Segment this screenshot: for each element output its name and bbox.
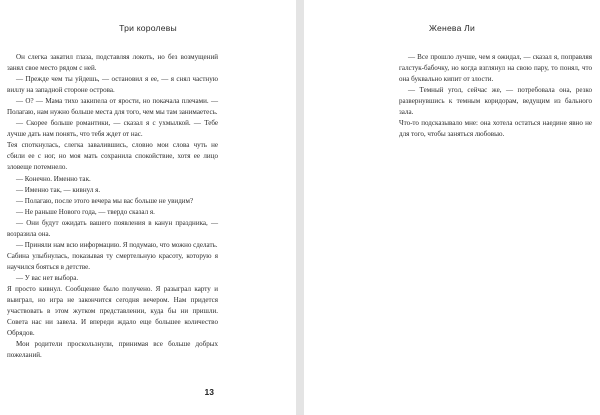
paragraph: — Скорее больше романтики, — сказал я с ухмылкой. — Тебе лучше дать нам понять, что тебя ждет от нас. (7, 119, 218, 139)
paragraph: — О? — Мама тихо закипела от ярости, но покачала плечами. — Полагаю, нам нужно больше места для того, чем мы там занимаетесь. (7, 97, 218, 117)
paragraph: — Приняли нам всю информацию. Я подумаю, что можно сделать. (16, 240, 218, 249)
paragraph: — У вас нет выбора. (16, 273, 79, 282)
paragraph: Что-то подсказывало мне: она хотела остаться наедине явно не для того, чтобы заняться любовью. (399, 119, 592, 139)
paragraph: — Полагаю, после этого вечера мы вас больше не увидим? (16, 196, 194, 205)
paragraph: — Конечно. Именно так. (16, 174, 91, 183)
paragraph: — Именно так, — кивнул я. (16, 185, 101, 194)
paragraph: — Они будут ожидать вашего появления в канун праздника, — возразила она. (7, 218, 218, 238)
book-gutter (296, 0, 304, 415)
paragraph: Тея споткнулась, слегка завалившись, словно мои слова чуть не сбили ее с ног, но моя мать сохранила спокойствие, хотя ее лицо зловеще потемнело. (7, 141, 218, 172)
left-page (0, 0, 296, 415)
paragraph: Сабина улыбнулась, показывая ту смертельную красоту, которую я научился бояться в детстве. (7, 251, 218, 271)
right-page-text (399, 52, 592, 140)
paragraph: Он слегка закатил глаза, подставляя локоть, но без возмущений занял свое место рядом с ней. (7, 53, 218, 73)
paragraph: — Темный угол, сейчас же, — потребовала она, резко развернувшись к темным коридорам, ведущим из бального зала. (399, 86, 592, 117)
paragraph: Мои родители проскользнули, принимая все больше добрых пожеланий. (7, 340, 218, 360)
paragraph: — Не раньше Нового года, — твердо сказал я. (16, 207, 155, 216)
right-page (304, 0, 600, 415)
page-number: 13 (204, 387, 214, 397)
paragraph: — Прежде чем ты уйдешь, — остановил я ее, — я снял частную виллу на западной стороне острова. (7, 75, 218, 95)
left-page-text (7, 52, 218, 361)
paragraph: — Все прошло лучше, чем я ожидал, — сказал я, поправляя галстук-бабочку, но когда взглянул на свою пару, то понял, что она буквально кипит от злости. (399, 53, 592, 84)
left-running-head: Три королевы (119, 23, 177, 33)
paragraph: Я просто кивнул. Сообщение было получено. Я разыграл карту и выиграл, но игра не закончится сегодня вечером. Нам придется участвовать в этом жутком представлении, куда бы ни пришли. Совета нас ни завела. И впереди ждало еще большее количество Обрядов. (7, 284, 218, 338)
right-running-head: Женева Ли (428, 23, 475, 33)
